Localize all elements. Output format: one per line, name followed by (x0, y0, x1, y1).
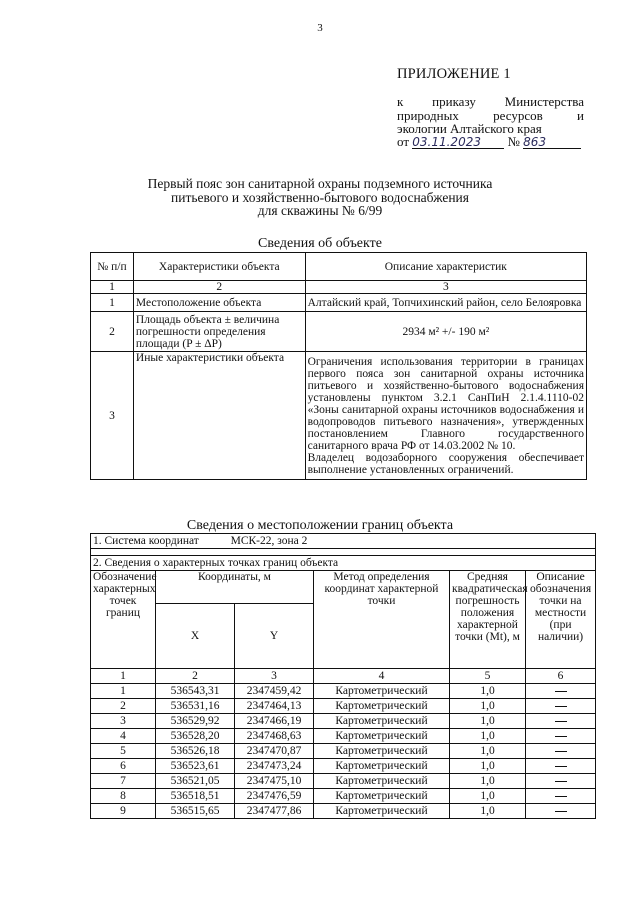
point-location-desc (526, 714, 596, 729)
point-error: 1,0 (450, 804, 526, 819)
column-number: 1 (91, 669, 156, 684)
column-number: 2 (156, 669, 235, 684)
row-number: 3 (91, 352, 134, 480)
order-date-number (397, 134, 584, 150)
point-location-desc (526, 804, 596, 819)
from-label: от (397, 134, 410, 149)
object-info-heading: Сведения об объекте (258, 236, 382, 251)
point-method: Картометрический (314, 789, 450, 804)
point-y: 2347464,13 (235, 699, 314, 714)
coordinate-system-row (91, 534, 596, 549)
boundary-points-table (90, 533, 596, 819)
point-method: Картометрический (314, 714, 450, 729)
point-number: 7 (91, 774, 156, 789)
row-characteristic: Иные характеристики объекта (133, 352, 305, 480)
point-row (91, 759, 596, 774)
point-number: 3 (91, 714, 156, 729)
column-number: 3 (235, 669, 314, 684)
order-reference (397, 95, 584, 136)
point-x: 536529,92 (156, 714, 235, 729)
dash-mark (555, 706, 567, 707)
order-line-2: природных ресурсов и (397, 107, 584, 123)
point-error: 1,0 (450, 789, 526, 804)
dash-mark (555, 766, 567, 767)
header-designation: Обозначение характерных точек границ (91, 571, 156, 669)
title-line-3: для скважины № 6/99 (257, 203, 383, 218)
column-number: 1 (91, 281, 134, 294)
title-line-2: питьевого и хозяйственно-бытового водоснабжения (171, 189, 469, 205)
point-error: 1,0 (450, 729, 526, 744)
description-paragraph: Владелец водозаборного сооружения обеспечивает выполнение установленных ограничений. (307, 451, 584, 476)
column-number: 6 (526, 669, 596, 684)
point-row (91, 744, 596, 759)
point-location-desc (526, 789, 596, 804)
coordinate-system-value: МСК-22, зона 2 (230, 535, 308, 547)
row-description (305, 294, 586, 312)
row-description (305, 312, 586, 352)
header-y: Y (235, 604, 314, 669)
header-characteristics: Характеристики объекта (133, 253, 305, 281)
point-y: 2347459,42 (235, 684, 314, 699)
dash-mark (555, 751, 567, 752)
order-line-1: к приказу Министерства (397, 94, 584, 109)
point-method: Картометрический (314, 774, 450, 789)
point-y: 2347470,87 (235, 744, 314, 759)
point-error: 1,0 (450, 774, 526, 789)
point-x: 536528,20 (156, 729, 235, 744)
point-location-desc (526, 774, 596, 789)
point-number: 2 (91, 699, 156, 714)
point-method: Картометрический (314, 684, 450, 699)
coordinate-system-label: 1. Система координат (93, 535, 199, 547)
header-location-desc: Описание обозначения точки на местности (при наличии) (526, 571, 596, 669)
page-number: 3 (317, 22, 323, 34)
description-paragraph: Алтайский край, Топчихинский район, село Белояровка (307, 296, 582, 309)
point-y: 2347477,86 (235, 804, 314, 819)
order-line-3: экологии Алтайского края (397, 121, 542, 136)
header-number: № п/п (91, 253, 134, 281)
point-x: 536526,18 (156, 744, 235, 759)
handwritten-date: 03.11.2023 (412, 136, 504, 149)
point-y: 2347475,10 (235, 774, 314, 789)
object-info-row (91, 294, 587, 312)
point-x: 536518,51 (156, 789, 235, 804)
point-error: 1,0 (450, 684, 526, 699)
point-error: 1,0 (450, 744, 526, 759)
point-y: 2347473,24 (235, 759, 314, 774)
point-number: 9 (91, 804, 156, 819)
object-info-row (91, 312, 587, 352)
point-row (91, 729, 596, 744)
point-error: 1,0 (450, 699, 526, 714)
document-title (0, 177, 640, 218)
point-y: 2347468,63 (235, 729, 314, 744)
point-number: 1 (91, 684, 156, 699)
point-row (91, 804, 596, 819)
column-number: 2 (133, 281, 305, 294)
row-characteristic: Местоположение объекта (133, 294, 305, 312)
point-location-desc (526, 699, 596, 714)
point-number: 5 (91, 744, 156, 759)
point-x: 536523,61 (156, 759, 235, 774)
point-method: Картометрический (314, 759, 450, 774)
point-method: Картометрический (314, 729, 450, 744)
column-number: 5 (450, 669, 526, 684)
object-info-table (90, 252, 587, 480)
point-number: 8 (91, 789, 156, 804)
dash-mark (555, 781, 567, 782)
column-number: 3 (305, 281, 586, 294)
point-x: 536521,05 (156, 774, 235, 789)
header-coordinates: Координаты, м (156, 571, 314, 604)
dash-mark (555, 691, 567, 692)
point-y: 2347466,19 (235, 714, 314, 729)
title-line-1: Первый пояс зон санитарной охраны подземного источника (147, 176, 493, 191)
header-x: X (156, 604, 235, 669)
point-error: 1,0 (450, 759, 526, 774)
column-number: 4 (314, 669, 450, 684)
point-x: 536543,31 (156, 684, 235, 699)
dash-mark (555, 736, 567, 737)
header-method: Метод определения координат характерной точки (314, 571, 450, 669)
point-location-desc (526, 729, 596, 744)
handwritten-number: 863 (523, 136, 581, 149)
number-label: № (507, 134, 520, 149)
section-2-label: 2. Сведения о характерных точках границ объекта (91, 556, 596, 571)
point-location-desc (526, 759, 596, 774)
dash-mark (555, 811, 567, 812)
point-number: 6 (91, 759, 156, 774)
header-error: Средняя квадратическая погрешность положения характерной точки (Mt), м (450, 571, 526, 669)
row-number: 1 (91, 294, 134, 312)
description-paragraph: 2934 м² +/- 190 м² (402, 325, 490, 338)
point-location-desc (526, 684, 596, 699)
point-row (91, 774, 596, 789)
point-y: 2347476,59 (235, 789, 314, 804)
row-characteristic: Площадь объекта ± величина погрешности определения площади (P ± ΔP) (133, 312, 305, 352)
appendix-heading: ПРИЛОЖЕНИЕ 1 (397, 66, 511, 82)
point-number: 4 (91, 729, 156, 744)
point-error: 1,0 (450, 714, 526, 729)
point-location-desc (526, 744, 596, 759)
row-description (305, 352, 586, 480)
dash-mark (555, 721, 567, 722)
description-paragraph: Ограничения использования территории в границах первого пояса зон санитарной охраны источника питьевого и хозяйственно-бытового водоснабжения установлены пунктом 3.2.1 СанПиН 2.1.4.1110-02 «Зоны санитарной охраны источников водоснабжения и водопроводов питьевого назначения», утвержденных постановлением Главного государственного санитарного врача РФ от 14.03.2002 № 10. (307, 355, 584, 452)
header-description: Описание характеристик (305, 253, 586, 281)
dash-mark (555, 796, 567, 797)
point-row (91, 714, 596, 729)
point-x: 536531,16 (156, 699, 235, 714)
point-row (91, 699, 596, 714)
row-number: 2 (91, 312, 134, 352)
point-method: Картометрический (314, 804, 450, 819)
point-row (91, 684, 596, 699)
point-method: Картометрический (314, 744, 450, 759)
object-info-row (91, 352, 587, 480)
point-row (91, 789, 596, 804)
point-x: 536515,65 (156, 804, 235, 819)
point-method: Картометрический (314, 699, 450, 714)
spacer-row (91, 549, 596, 556)
location-heading: Сведения о местоположении границ объекта (186, 518, 454, 533)
